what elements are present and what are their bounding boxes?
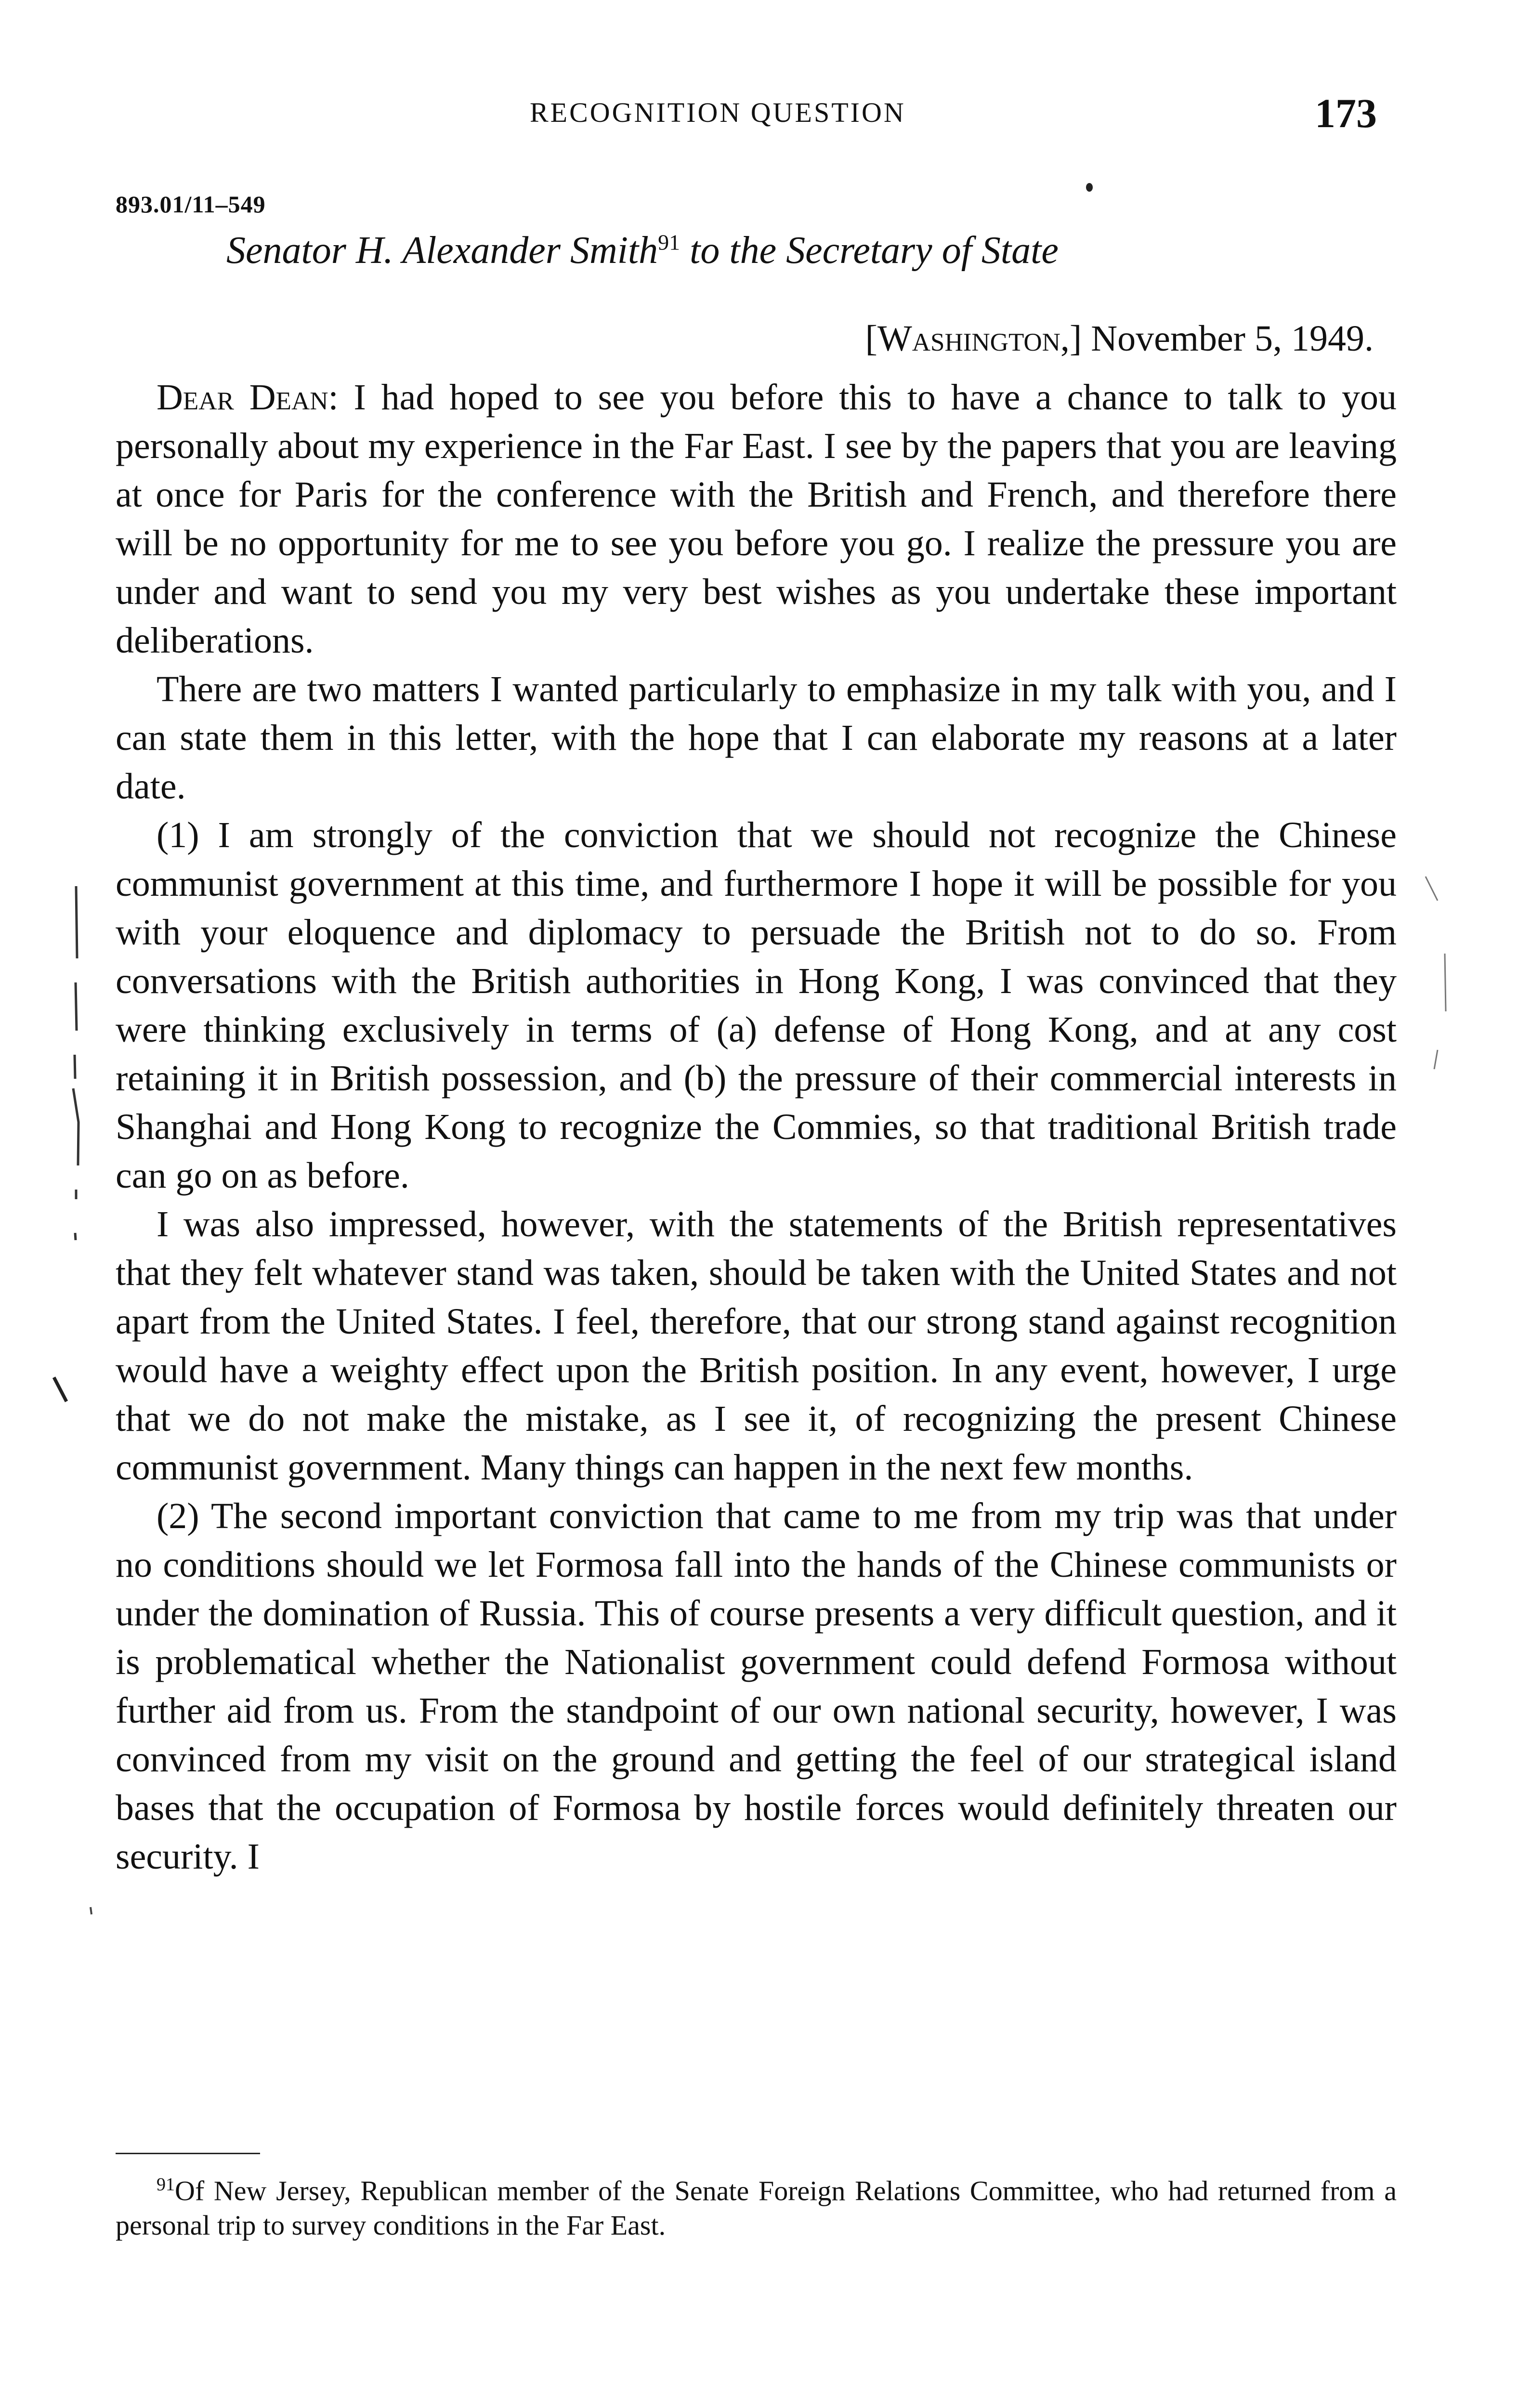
letter-body [116,373,1397,1881]
left-margin-pencil-mark [73,886,79,1240]
letter-paragraph: (2) The second important conviction that came to me from my trip was that under no conditions should we let Formosa fall into the hands of the Chinese communists or under the domination of Russia. This of course presents a very difficult question, and it is problematical whether the Nationalist government could defend Formosa without further aid from us. From the standpoint of our own national security, however, I was convinced from my visit on the ground and getting the feel of our strategical island bases that the occupation of Formosa by hostile forces would definitely threaten our security. I [116,1496,1397,1877]
letter-paragraph: Dear Dean: I had hoped to see you before this to have a chance to talk to you personally about my experience in the Far East. I see by the papers that you are leaving at once for Paris for the conference with the British and French, and therefore there will be no opportunity for me to see you before you go. I realize the pressure you are under and want to send you my very best wishes as you undertake these important deliberations. [116,377,1397,661]
running-head: RECOGNITION QUESTION [530,97,906,128]
left-margin-tick-mark [54,1377,66,1401]
footnote-divider [116,2153,260,2154]
left-margin-small-mark [91,1907,92,1914]
dateline [865,318,1374,360]
letter-paragraph: I was also impressed, however, with the statements of the British representatives that they felt whatever stand was taken, should be taken with the United States and not apart from the United States. I feel, therefore, that our strong stand against recognition would have a weighty effect upon the British position. In any event, however, I urge that we do not make the mistake, as I see it, of recognizing the present Chinese communist government. Many things can happen in the next few months. [116,1204,1397,1488]
dateline-date: November 5, 1949. [1082,318,1374,359]
page-number: 173 [1315,90,1377,136]
document-title [226,229,1059,273]
right-margin-pencil-mark [1426,877,1446,1069]
print-speck [1086,183,1093,192]
dateline-city: [Washington,] [865,318,1082,359]
letter-paragraph: There are two matters I wanted particularly to emphasize in my talk with you, and I can state them in this letter, with the hope that I can elaborate my reasons at a later date. [116,669,1397,807]
title-author: Senator H. Alexander Smith [226,229,658,272]
document-reference: 893.01/11–549 [116,191,266,218]
footnote [116,2167,1397,2243]
salutation: Dear Dean [157,377,328,418]
title-recipient: to the Secretary of State [680,229,1059,272]
footnote-text: Of New Jersey, Republican member of the Senate Foreign Relations Committee, who had returned from a personal trip to survey conditions in the Far East. [116,2175,1397,2241]
title-footnote-marker: 91 [658,230,680,255]
footnote-marker: 91 [157,2174,175,2195]
letter-paragraph: (1) I am strongly of the conviction that we should not recognize the Chinese communist government at this time, and furthermore I hope it will be possible for you with your eloquence and diplomacy to persuade the British not to do so. From conversations with the British authorities in Hong Kong, I was convinced that they were thinking exclusively in terms of (a) defense of Hong Kong, and at any cost retaining it in British possession, and (b) the pressure of their commercial interests in Shanghai and Hong Kong to recognize the Commies, so that traditional British trade can go on as before. [116,815,1397,1196]
